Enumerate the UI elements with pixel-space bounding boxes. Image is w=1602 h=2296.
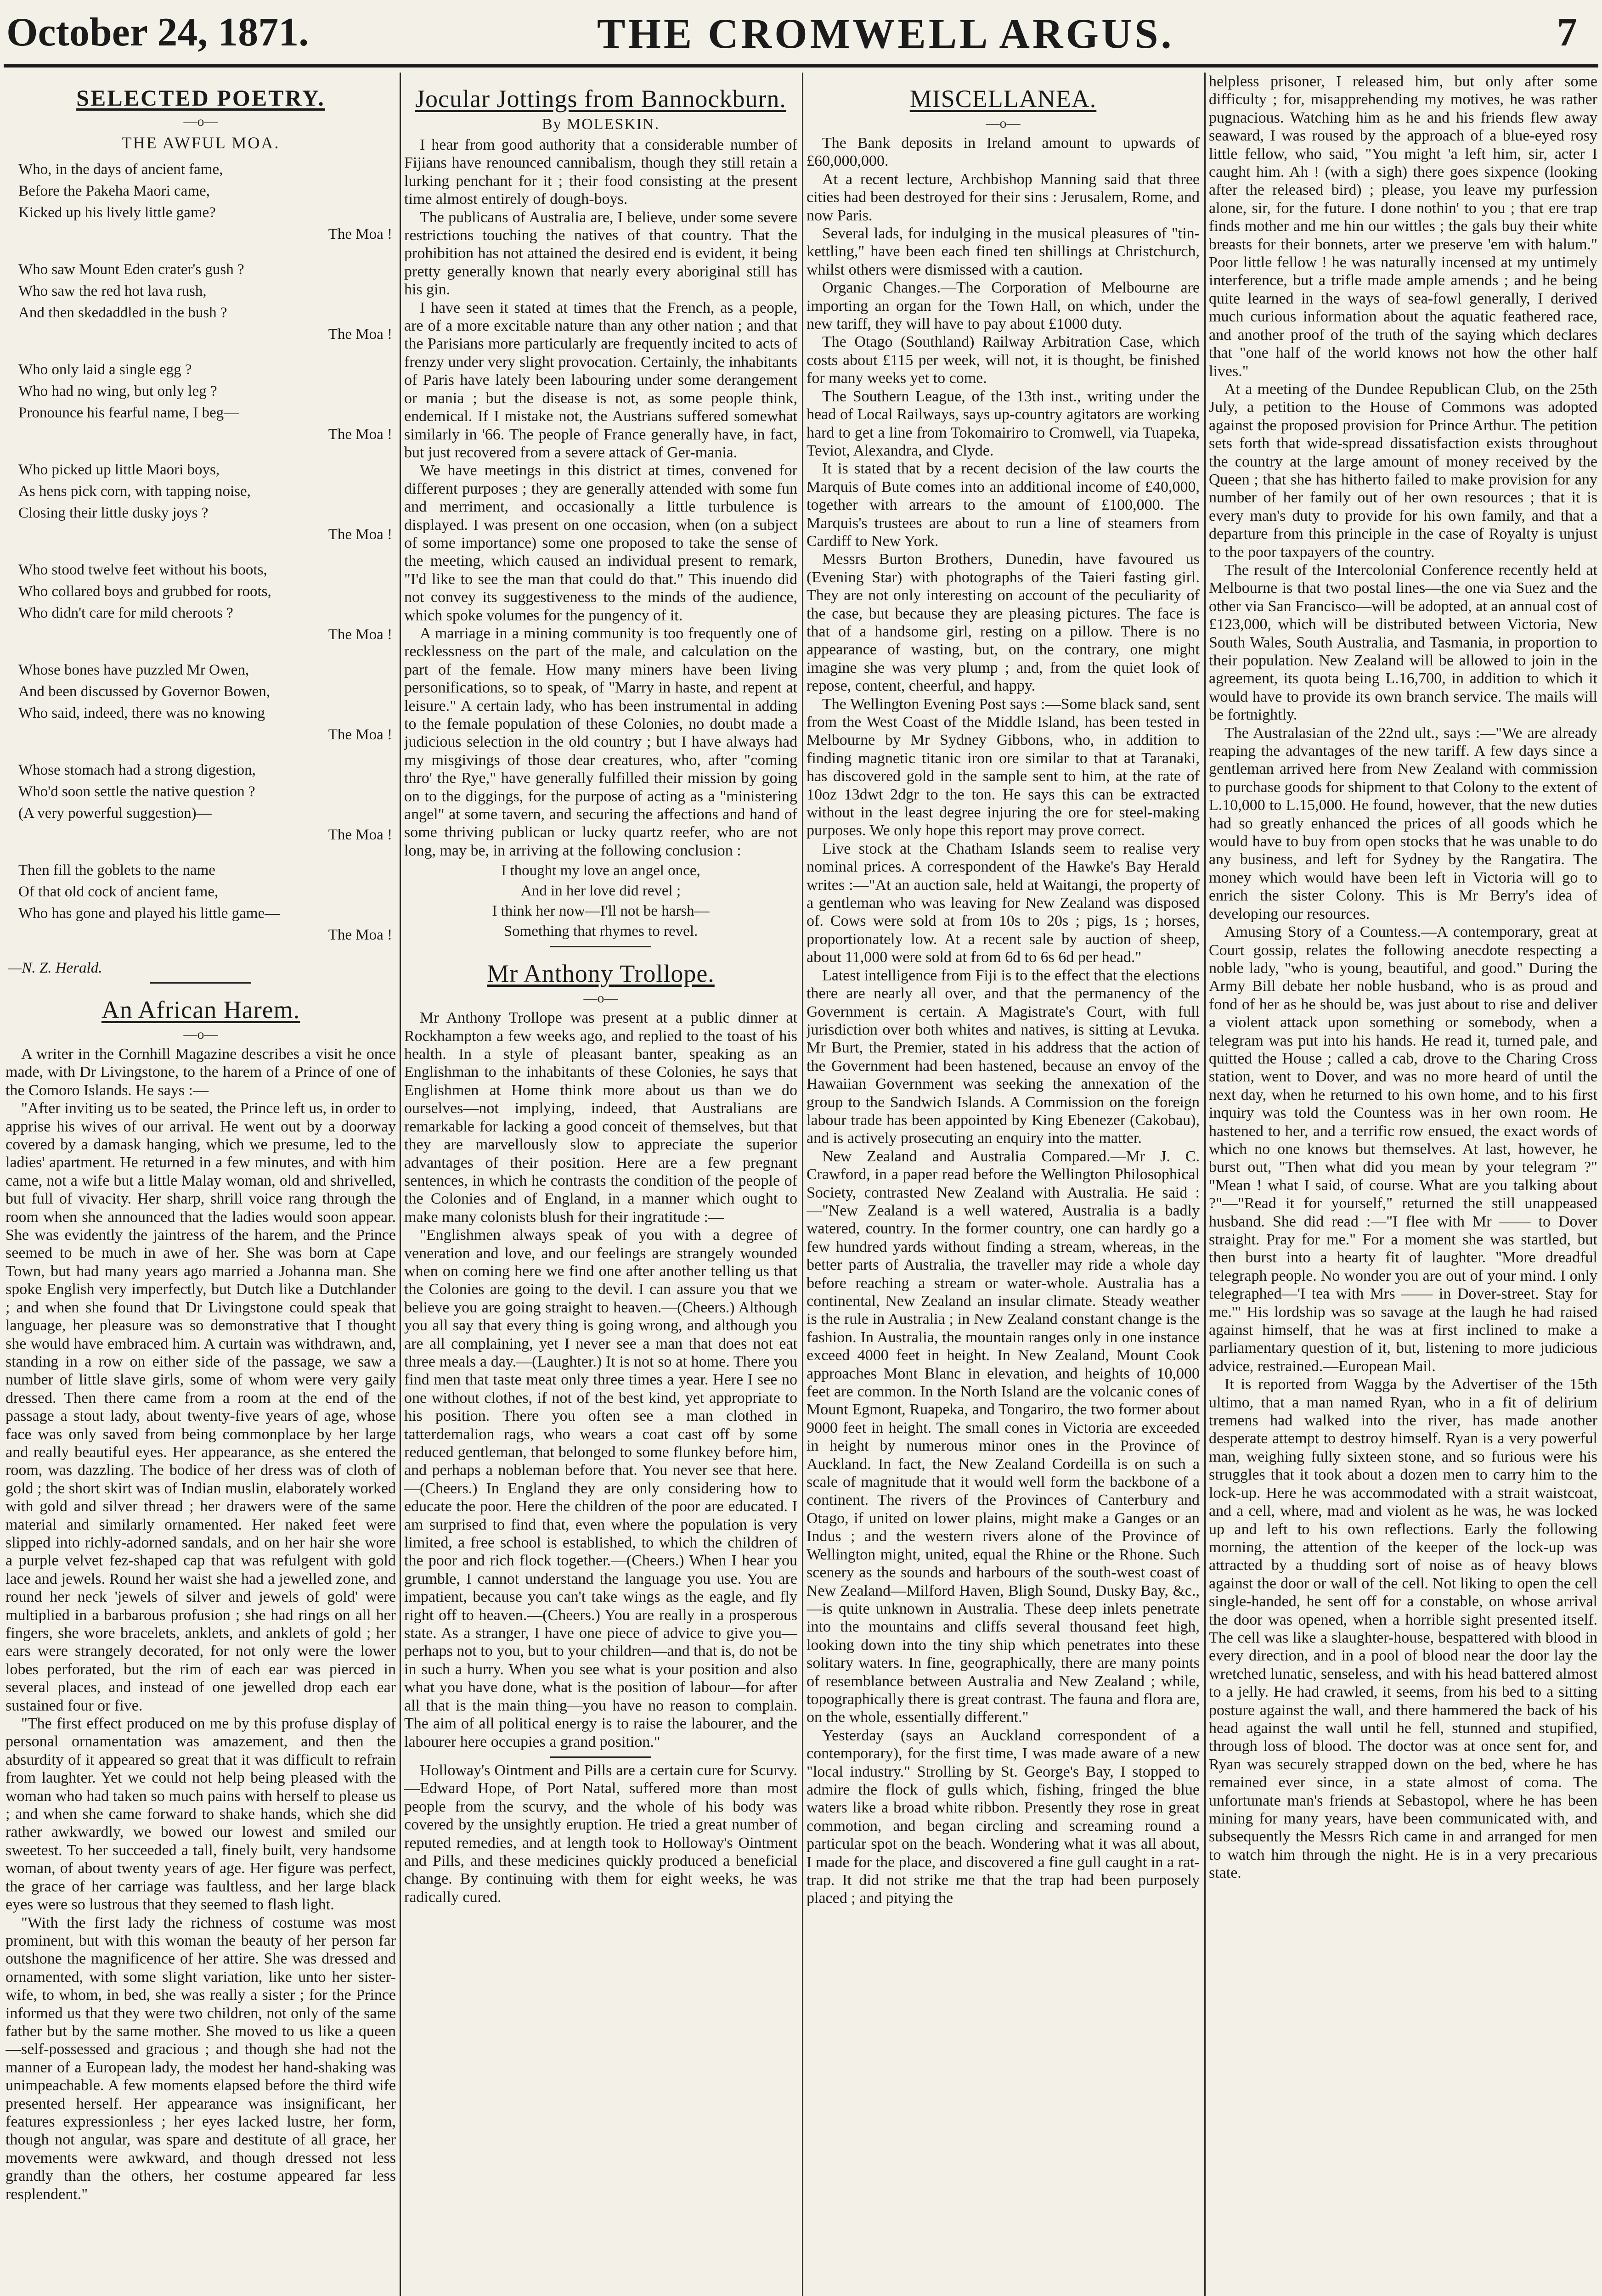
section-heading-miscellanea: MISCELLANEA. [909,85,1097,113]
column-2 [404,73,797,2296]
news-item: The Wellington Evening Post says :—Some black sand, sent from the West Coast of the Middle Island, has been tested in Melbourne by Mr Sydney Gibbons, who, in addition to finding magnetic titanic iron ore similar to that at Taranaki, has discovered gold in the sample sent to him, at the rate of 10oz 13dwt 2dgr to the ton. He says this can be extracted without in the least degree injuring the ore for steel-making purposes. We only hope this report may prove correct. [807,695,1200,839]
paragraph: "Englishmen always speak of you with a degree of veneration and love, and our feelings are strangely wounded when on coming here we find one after another telling us that the Colonies are going to the devil. I can assure you that we believe you are going straight to heaven.—(Cheers.) Although you all say that every thing is going wrong, and although you are all complaining, yet I never see a man that does not eat three meals a day.—(Laughter.) It is not so at home. There you find men that taste meat only three times a year. Here I see no one without clothes, if not of the best kind, yet appropriate to his position. There you often see a man clothed in tatterdemalion rags, who wears a coat cast off by some reduced gentleman, that belonged to some flunkey before him, and perhaps a nobleman before that. You never see that here.—(Cheers.) In England they are only considering how to educate the poor. Here the children of the poor are educated. I am surprised to find that, even where the population is very limited, a free school is established, to which the children of the poor and rich flock together.—(Cheers.) When I hear you grumble, I cannot understand the language you use. You are impatient, because you can't take wings as the eagle, and fly right off to heaven.—(Cheers.) You are really in a prosperous state. As a stranger, I have one piece of advice to give you—perhaps not to you, but to your children—and that is, do not be in such a hurry. When you see what is your position and also what you have done, what is the position of labour—for after all that is the main thing—you have no reason to complain. The aim of all political energy is to raise the labourer, and the labourer here occupies a grand position." [404,1227,797,1750]
poem-line: Whose bones have puzzled Mr Owen, [18,662,249,678]
poem-stanza [6,559,396,646]
masthead-rule [4,64,1598,68]
news-item: The result of the Intercolonial Conference recently held at Melbourne is that two postal lines—the one via Suez and the other via San Francisco—will be adopted, at an annual cost of £123,000, which will be distributed between Victoria, New South Wales, South Australia, and Tasmania, in proportion to their population. New Zealand will be allowed to join in the agreement, its quota being L.16,700, in addition to which it would have to provide its own branch service. The mails will be fortnightly. [1209,561,1597,724]
poem-stanza [6,259,396,345]
poem-line: And then skedaddled in the bush ? [18,304,227,321]
poem-line: And been discussed by Governor Bowen, [18,683,271,700]
poem-line: Before the Pakeha Maori came, [18,183,210,199]
poem-line: Who picked up little Maori boys, [18,461,220,478]
news-item: Several lads, for indulging in the musical pleasures of "tin-kettling," have been each fined ten shillings at Christchurch, whilst others were dismissed with a caution. [807,225,1200,278]
section-heading-selected-poetry: SELECTED POETRY. [76,85,325,111]
poem-stanza [6,159,396,245]
poem-attribution: —N. Z. Herald. [8,960,102,976]
ornament: —o— [183,1027,218,1042]
poem-refrain: The Moa ! [328,526,392,543]
paragraph: "With the first lady the richness of costume was most prominent, but with this woman the beauty of her person far outshone the magnificence of her attire. She was dressed and ornamented, with some slight variation, like unto her sister-wife, to whom, in bed, she was really a sister ; for the Prince informed us that they were two children, not only of the same father but by the same mother. She moved to us like a queen—self-possessed and gracious ; and though she had not the manner of a European lady, the modest her hand-shaking was unimpeachable. A few moments elapsed before the third wife presented herself. Her appearance was insignificant, her features expressionless ; her eyes lacked lustre, her form, though not angular, was spare and destitute of all grace, her movements were awkward, and though dressed not less grandly than the others, her costume appeared far less resplendent." [6,1914,396,2203]
paragraph: A writer in the Cornhill Magazine describes a visit he once made, with Dr Livingstone, to the harem of a Prince of one of the Comoro Islands. He says :— [6,1046,396,1099]
poem-line: Whose stomach had a strong digestion, [18,762,256,778]
poem-line: Closing their little dusky joys ? [18,505,209,521]
poem-title: THE AWFUL MOA. [121,134,280,152]
column-rule [1204,73,1206,2296]
news-item: The Otago (Southland) Railway Arbitration Case, which costs about £115 per week, will not, it is thought, be finished for many weeks yet to come. [807,333,1200,387]
news-item: The Australasian of the 22nd ult., says :—"We are already reaping the advantages of the new tariff. A few days since a gentleman arrived here from New Zealand with commission to purchase goods for shipment to that Colony to the extent of L.10,000 to L.15,000. He found, however, that the new duties had so greatly enhanced the prices of all goods which he would have to buy from open stocks that he was unable to do any business, and left for Sydney by the Rangatira. The money which would have been left in Victoria will go to enrich the sister Colony. This is Mr Berry's idea of developing our resources. [1209,724,1597,923]
paragraph: The publicans of Australia are, I believe, under some severe restrictions touching the natives of that country. That the prohibition has not attained the desired end is evident, it being pretty generally known that nearly every aboriginal still has his gin. [404,208,797,298]
poem-stanza [6,459,396,546]
verse-line: And in her love did revel ; [520,883,681,900]
poem-stanza [6,659,396,746]
poem-line: Pronounce his fearful name, I beg— [18,405,239,421]
news-item: Latest intelligence from Fiji is to the effect that the elections there are nearly all over, and that the permanency of the Government is certain. A Magistrate's Court, with full jurisdiction over both whites and natives, is sitting at Levuka. Mr Burt, the Premier, stated in his address that the action of the Government had been hastened, because an envoy of the Hawaiian Government was seeking the annexation of the group to the Sandwich Islands. A Commission on the foreign labour trade has been appointed by King Ebenezer (Cakobau), and is actively prosecuting an enquiry into the matter. [807,967,1200,1147]
column-3 [807,73,1200,2296]
news-item: Organic Changes.—The Corporation of Melbourne are importing an organ for the Town Hall, on which, under the new tariff, they will have to pay about £1000 duty. [807,279,1200,333]
news-item: At a recent lecture, Archbishop Manning said that three cities had been destroyed for their sins : Jerusalem, Rome, and now Paris. [807,170,1200,224]
paragraph: I have seen it stated at times that the French, as a people, are of a more excitable nature than any other nation ; and that the Parisians more particularly are frequently incited to acts of frenzy under very slight provocation. Certainly, the inhabitants of Paris have lately been labouring under some derangement or mania ; but the disease is not, as some people think, endemical. If I mistake not, the Austrians suffered somewhat similarly in '66. The people of France generally have, in fact, but just recovered from a severe attack of Ger-mania. [404,299,797,461]
news-item: Messrs Burton Brothers, Dunedin, have favoured us (Evening Star) with photographs of the Taieri fasting girl. They are not only interesting on account of the peculiarity of the case, but because they are pleasing pictures. The face is that of a handsome girl, resting on a pillow. There is no appearance of wasting, but, on the contrary, one might imagine she was very plump ; and, from the quiet look of repose, content, cheerful, and happy. [807,551,1200,695]
paragraph: Mr Anthony Trollope was present at a public dinner at Rockhampton a few weeks ago, and replied to the toast of his health. In a style of pleasant banter, speaking as an Englishman to the inhabitants of these Colonies, he says that Englishmen at Home think more about us than we do ourselves—not implying, indeed, that Australians are remarkable for lacking a good conceit of themselves, but that they are marvellously slow to appreciate the superior advantages of their position. Here are a few pregnant sentences, in which he contrasts the condition of the people of the Colonies and of England, in a manner which ought to make many colonists blush for their ingratitude :— [404,1009,797,1226]
poem-line: (A very powerful suggestion)— [18,805,212,822]
poem-line: Who has gone and played his little game— [18,905,280,922]
poem-line: Who, in the days of ancient fame, [18,161,223,178]
article-title-trollope: Mr Anthony Trollope. [487,960,715,988]
column-1 [6,73,396,2296]
article-title-jocular-jottings: Jocular Jottings from Bannockburn. [415,85,786,113]
poem-line: Who stood twelve feet without his boots, [18,562,267,578]
article-body-trollope [404,1009,797,1751]
poem-line: Who saw the red hot lava rush, [18,283,207,299]
poem-stanza [6,760,396,846]
column-rule [802,73,803,2296]
news-item: helpless prisoner, I released him, but only after some difficulty ; for, misapprehending my motives, he was rather pugnacious. Watching him as he and his friends flew away seaward, I was roused by the approach of a blue-eyed rosy little fellow, who said, "You might 'a left him, sir, acter I caught him. Ah ! (with a sigh) there goes sixpence (looking after the released bird) ; please, you leave my purfession alone, sir, for the future. I done nothin' to you ; that ere trap finds mother and me hin our wittles ; the gals buy their white breasts for their bonnets, arter we preserve 'em with halum." Poor little fellow ! he was naturally incensed at my untimely interference, but a trifle made ample amends ; and he being quite learned in the ways of sea-fowl generally, I derived much curious information about the aquatic feathered race, and another proof of the truth of the saying which declares that "one half of the world knows not how the other half lives." [1209,73,1597,380]
issue-date: October 24, 1871. [6,10,309,55]
article-title-african-harem: An African Harem. [101,996,300,1024]
news-item: It is stated that by a recent decision of the law courts the Marquis of Bute comes into an additional income of £40,000, together with arrears to the amount of £100,000. The Marquis's trustees are about to run a line of steamers from Cardiff to New York. [807,460,1200,550]
poem-refrain: The Moa ! [328,326,392,343]
article-body-african-harem [6,1045,396,2203]
news-item: Yesterday (says an Auckland correspondent of a contemporary), for the first time, I was made aware of a new "local industry." Strolling by St. George's Bay, I stopped to admire the flock of gulls which, fishing, fringed the blue waters like a broad white ribbon. Presently they rose in great commotion, and began circling and screaming round a particular spot on the beach. Wondering what it was all about, I made for the place, and discovered a fine gull caught in a rat-trap. It did not strike me that the trap had been purposely placed ; and pitying the [807,1727,1200,1907]
poem-refrain: The Moa ! [328,827,392,843]
paragraph: A marriage in a mining community is too frequently one of recklessness on the part of the male, and calculation on the part of the female. How many miners have been living personifications, so to speak, of "Marry in haste, and repent at leisure." A certain lady, who has been instrumental in adding to the female population of these Colonies, no doubt made a judicious selection in the old country ; but I have always had my misgivings of those dear creatures, who, after "coming thro' the Rye," have generally fulfilled their mission by going on to the diggings, for the purpose of acting as a "ministering angel" at some tavern, and securing the affections and hand of some thriving publican or lucky quartz reefer, who are not long, may be, in arriving at the following conclusion : [404,625,797,859]
paragraph: "The first effect produced on me by this profuse display of personal ornamentation was amazement, and then the absurdity of it appeared so great that it was difficult to refrain from laughter. Yet we could not help being pleased with the woman who had taken so much pains with herself to please us ; and when she came forward to shake hands, which she did rather awkwardly, we bowed our lowest and smiled our sweetest. To her succeeded a tall, finely built, very handsome woman, of about twenty years of age. Her figure was perfect, the grace of her carriage was faultless, and her large black eyes were so lustrous that they seemed to flash light. [6,1715,396,1913]
news-item: New Zealand and Australia Compared.—Mr J. C. Crawford, in a paper read before the Wellington Philosophical Society, contrasted New Zealand with Australia. He said :—"New Zealand is a well watered, Australia is a badly watered, country. In the former country, one can hardly go a few hundred yards without finding a stream, whereas, in the better parts of Australia, the traveller may ride a whole day before reaching a stream or water-whole. Australia has a continental, New Zealand an insular climate. Steady weather is the rule in Australia ; in New Zealand constant change is the fashion. In Australia, the mountain ranges only in one instance exceed 4000 feet in height. In New Zealand, Mount Cook approaches Mont Blanc in elevation, and heights of 10,000 feet are common. In the North Island are the volcanic cones of Mount Egmont, Ruapeka, and Tongariro, the two former about 9000 feet in height. The small cones in Victoria are exceeded in height by numerous minor ones in the Province of Auckland. In fact, the New Zealand Cordeilla is on such a scale of magnitude that it would well form the backbone of a continent. The rivers of the Provinces of Canterbury and Otago, if united on lower plains, might make a Ganges or an Indus ; and the western rivers alone of the Province of Wellington might, united, equal the Rhine or the Rhone. Such scenery as the sounds and harbours of the south-west coast of New Zealand—Milford Haven, Bligh Sound, Dusky Bay, &c.,—is quite unknown in Australia. These deep inlets penetrate into the mountains and cliffs several thousand feet high, looking down into the tiny ship which penetrates into these solitary waters. In fine, geographically, there are many points of resemblance between Australia and New Zealand ; while, topographically there is great contrast. The fauna and flora are, on the whole, essentially different." [807,1148,1200,1726]
paragraph: We have meetings in this district at times, convened for different purposes ; they are generally attended with some fun and merriment, and occasionally a little turbulence is displayed. I was present on one occasion, when (on a subject of some importance) some one proposed to take the sense of the meeting, which caused an individual present to remark, "I'd like to see the man that could do that." This inuendo did not convey its suggestiveness to the minds of the audience, which spoke volumes for the pungency of it. [404,462,797,624]
column-4 [1209,73,1597,2296]
poem-refrain: The Moa ! [328,426,392,443]
poem-line: Who collared boys and grubbed for roots, [18,583,271,600]
news-item: Amusing Story of a Countess.—A contemporary, great at Court gossip, relates the following anecdote respecting a noble lady, "who is young, beautiful, and good." During the Army Bill debate her noble husband, who is as proud and fond of her as he should be, was just about to rise and deliver a violent attack upon something or somebody, when a telegram was put into his hands. He read it, turned pale, and quitted the House ; called a cab, drove to the Charing Cross station, went to Dover, and was no more heard of until the next day, when he returned to his own home, and to his first inquiry was told the Countess was in her own room. He hastened to her, and a terrific row ensued, the exact words of which no one knows but themselves. At last, however, he burst out, "Then what did you mean by your telegram ?" "Mean ! what I said, of course. What are you talking about ?"—"Read it for yourself," returned the still unappeased husband. She did read :—"I flee with Mr —— to Dover straight. Pray for me." For a moment she was startled, but then burst into a hearty fit of laughter. "More dreadful telegraph people. No wonder you are out of your mind. I only telegraphed—'I tea with Mrs —— in Dover-street. Stay for me.'" His lordship was so savage at the laugh he had raised against himself, that he was at first inclined to make a parliamentary question of it, but, listening to more judicious advice, restrained.—European Mail. [1209,923,1597,1375]
poem-refrain: The Moa ! [328,226,392,242]
paragraph: I hear from good authority that a considerable number of Fijians have renounced cannibalism, though they still retain a lurking penchant for it ; their food consisting at the present time almost entirely of dough-boys. [404,136,797,208]
poem-line: Then fill the goblets to the name [18,862,215,878]
article-divider [550,946,651,947]
news-item: The Bank deposits in Ireland amount to upwards of £60,000,000. [807,135,1200,170]
article-divider [550,1756,651,1758]
poem-stanza [6,359,396,445]
poem-line: Who had no wing, but only leg ? [18,383,217,400]
poem-refrain: The Moa ! [328,726,392,743]
news-item: It is reported from Wagga by the Advertiser of the 15th ultimo, that a man named Ryan, who in a fit of delirium tremens had walked into the river, has made another desperate attempt to destroy himself. Ryan is a very powerful man, weighing fully sixteen stone, and so furious were his struggles that it took about a dozen men to carry him to the lock-up. Here he was accommodated with a strait waistcoat, and a cell, where, mad and violent as he was, he was locked up and left to his own reflections. Early the following morning, the attention of the keeper of the lock-up was attracted by a thudding sort of noise as of heavy blows against the door or wall of the cell. Not liking to open the cell single-handed, he sent off for a constable, on whose arrival the door was opened, when a horrible sight presented itself. The cell was like a slaughter-house, bespattered with blood in every direction, and in a pool of blood near the door lay the wretched lunatic, senseless, and with his head battered almost to a jelly. He had crawled, it seems, from his bed to a sitting posture against the wall, and there hammered the back of his head against the wall until he fell, stunned and stupified, through loss of blood. The doctor was at once sent for, and Ryan was securely strapped down on the bed, where he has remained ever since, in a state almost of coma. The unfortunate man's friends at Sebastopol, where he has been mining for many years, have been communicated with, and subsequently the Messrs Rich came in and arranged for men to watch him through the night. He is in a very precarious state. [1209,1376,1597,1882]
article-body-jocular-jottings [404,136,797,860]
poem-line: Who said, indeed, there was no knowing [18,705,265,721]
paragraph: "After inviting us to be seated, the Prince left us, in order to apprise his wives of our arrival. He went out by a doorway covered by a damask hanging, which we presume, led to the ladies' apartment. He returned in a few minutes, and with him came, not a wife but a little Malay woman, old and shrivelled, but full of vivacity. Her sharp, shrill voice rang through the room when she announced that the ladies would soon appear. She was evidently the jaintress of the harem, and the Prince seemed to be much in awe of her. She was born at Cape Town, but had many years ago married a Johanna man. She spoke English very imperfectly, but Dutch like a Dutchlander ; and when she found that Dr Livingstone could speak that language, her pleasure was so demonstrative that I thought she would have embraced him. A curtain was withdrawn, and, standing in a row on either side of the passage, we saw a number of little slave girls, some of whom were very gaily dressed. Then there came from a room at the end of the passage a stout lady, about twenty-five years of age, whose face was only saved from being commonplace by her large and really beautiful eyes. Her appearance, as she entered the room, was dazzling. The bodice of her dress was of cloth of gold ; the short skirt was of Indian muslin, elaborately worked with gold and silver thread ; her drawers were of the same material and similarly ornamented. Her naked feet were slipped into richly-adorned sandals, and on her hair she wore a purple velvet fez-shaped cap that was refulgent with gold lace and jewels. Round her waist she had a jewelled zone, and round her neck 'jewels of silver and jewels of gold' were multiplied in a barbarous profusion ; she had rings on all her fingers, she wore bracelets, anklets, and anklets of gold ; her ears were strangely decorated, for not only were the lower lobes perforated, but the rim of each ear was pierced in several places, and instead of one jewelled drop each ear sustained four or five. [6,1100,396,1714]
verse-block [404,861,797,940]
poem-stanza [6,860,396,946]
newspaper-title: THE CROMWELL ARGUS. [597,10,1174,57]
poem-refrain: The Moa ! [328,626,392,643]
page-number: 7 [1557,10,1577,55]
poem-line: Kicked up his lively little game? [18,204,216,221]
poem-body [6,159,396,946]
advertisement-holloway: Holloway's Ointment and Pills are a certain cure for Scurvy.—Edward Hope, of Port Natal, suffered more than most people from the scurvy, and the whole of his body was covered by the unsightly eruption. He tried a great number of reputed remedies, and at length took to Holloway's Ointment and Pills, and these medicines quickly produced a beneficial change. By continuing with them for eight weeks, he was radically cured. [404,1761,797,1906]
masthead [0,0,1602,69]
verse-line: I thought my love an angel once, [501,862,700,879]
poem-refrain: The Moa ! [328,927,392,943]
poem-line: As hens pick corn, with tapping noise, [18,483,251,500]
article-divider [150,982,251,984]
ornament: —o— [183,114,218,129]
news-item: Live stock at the Chatham Islands seem to realise very nominal prices. A correspondent of the Hawke's Bay Herald writes :—"At an auction sale, held at Waitangi, the property of a gentleman who was leaving for New Zealand was disposed of. Cows were sold at from 10s to 20s ; pigs, 1s ; horses, proportionately low. At a recent sale by auction of sheep, about 11,000 were sold at from 6d to 6s 6d per head." [807,840,1200,966]
poem-line: Of that old cock of ancient fame, [18,884,219,900]
ornament: —o— [986,116,1021,131]
poem-line: Who only laid a single egg ? [18,361,192,378]
byline: By MOLESKIN. [542,116,660,133]
verse-line: Something that rhymes to revel. [503,923,698,940]
poem-line: Who'd soon settle the native question ? [18,783,255,800]
ornament: —o— [583,990,618,1006]
column-rule [400,73,401,2296]
miscellanea-body [807,134,1200,1908]
news-item: The Southern League, of the 13th inst., writing under the head of Local Railways, says up-country agitators are working hard to get a line from Tokomairiro to Cromwell, via Tuapeka, Teviot, Alexandra, and Clyde. [807,388,1200,459]
verse-line: I think her now—I'll not be harsh— [492,903,710,920]
poem-line: Who saw Mount Eden crater's gush ? [18,261,244,278]
miscellanea-continued [1209,73,1597,1882]
poem-line: Who didn't care for mild cheroots ? [18,605,233,621]
news-item: At a meeting of the Dundee Republican Club, on the 25th July, a petition to the House of Commons was adopted against the proposed provision for Prince Arthur. The petition sets forth that wide-spread dissatisfaction exists throughout the country at the large amount of money received by the Queen ; that she has hitherto failed to make provision for any number of her family out of her own resources ; that it is every man's duty to provide for his own family, and that a departure from this principle in the case of Royalty is unjust to the poor taxpayers of the country. [1209,380,1597,561]
